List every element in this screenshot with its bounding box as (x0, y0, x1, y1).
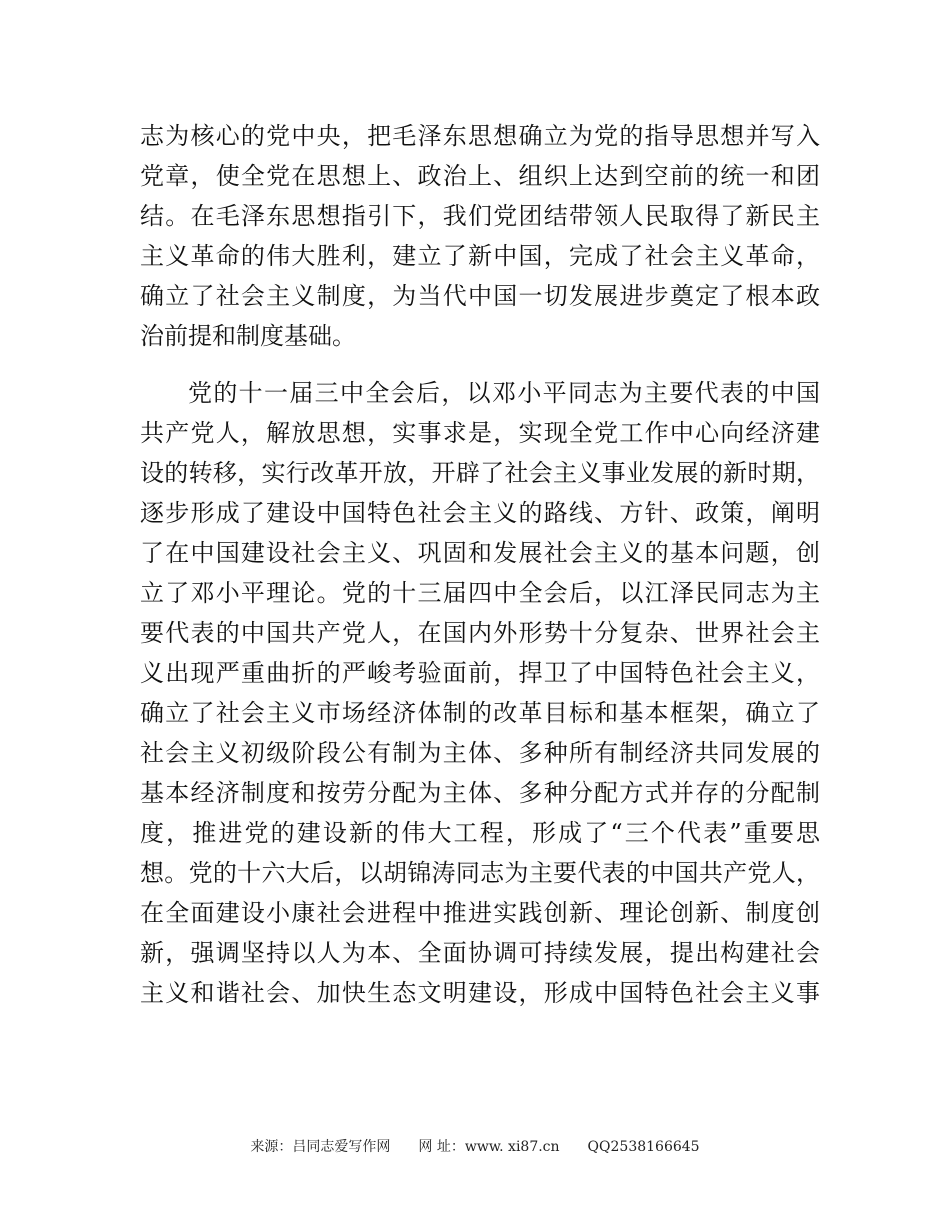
text-line: 逐步形成了建设中国特色社会主义的路线、方针、政策，阐明 (140, 499, 820, 527)
text-line: 主义革命的伟大胜利，建立了新中国，完成了社会主义革命， (140, 242, 820, 270)
document-body (140, 116, 820, 1013)
paragraph-2 (140, 373, 820, 1013)
text-line: 了在中国建设社会主义、巩固和发展社会主义的基本问题，创 (140, 539, 820, 567)
text-line: 要代表的中国共产党人，在国内外形势十分复杂、世界社会主 (140, 619, 820, 647)
page-footer (0, 1136, 950, 1156)
text-line: 社会主义初级阶段公有制为主体、多种所有制经济共同发展的 (140, 739, 820, 767)
paragraph-gap (140, 356, 820, 373)
text-line: 新，强调坚持以人为本、全面协调可持续发展，提出构建社会 (140, 939, 820, 967)
text-line: 设的转移，实行改革开放，开辟了社会主义事业发展的新时期， (140, 459, 820, 487)
text-line: 确立了社会主义制度，为当代中国一切发展进步奠定了根本政 (140, 282, 820, 310)
footer-source: 来源：吕同志爱写作网 (250, 1139, 391, 1155)
text-line: 义出现严重曲折的严峻考验面前，捍卫了中国特色社会主义， (140, 659, 820, 687)
text-line: 主义和谐社会、加快生态文明建设，形成中国特色社会主义事 (140, 979, 820, 1007)
text-line: 在全面建设小康社会进程中推进实践创新、理论创新、制度创 (140, 899, 820, 927)
text-line: 党章，使全党在思想上、政治上、组织上达到空前的统一和团 (140, 162, 820, 190)
text-line: 确立了社会主义市场经济体制的改革目标和基本框架，确立了 (140, 699, 820, 727)
text-line: 度，推进党的建设新的伟大工程，形成了“三个代表”重要思 (140, 819, 820, 847)
text-line: 立了邓小平理论。党的十三届四中全会后，以江泽民同志为主 (140, 579, 820, 607)
text-line: 共产党人，解放思想，实事求是，实现全党工作中心向经济建 (140, 419, 820, 447)
text-line: 结。在毛泽东思想指引下，我们党团结带领人民取得了新民主 (140, 202, 820, 230)
text-line: 志为核心的党中央，把毛泽东思想确立为党的指导思想并写入 (140, 122, 820, 150)
text-line: 治前提和制度基础。 (140, 322, 356, 350)
footer-qq: QQ2538166645 (587, 1139, 700, 1155)
text-line: 基本经济制度和按劳分配为主体、多种分配方式并存的分配制 (140, 779, 820, 807)
text-line: 想。党的十六大后，以胡锦涛同志为主要代表的中国共产党人， (140, 859, 820, 887)
text-line: 党的十一届三中全会后，以邓小平同志为主要代表的中国 (188, 379, 820, 407)
footer-site: 网 址：www. xi87.cn (418, 1139, 560, 1155)
paragraph-1 (140, 116, 820, 356)
